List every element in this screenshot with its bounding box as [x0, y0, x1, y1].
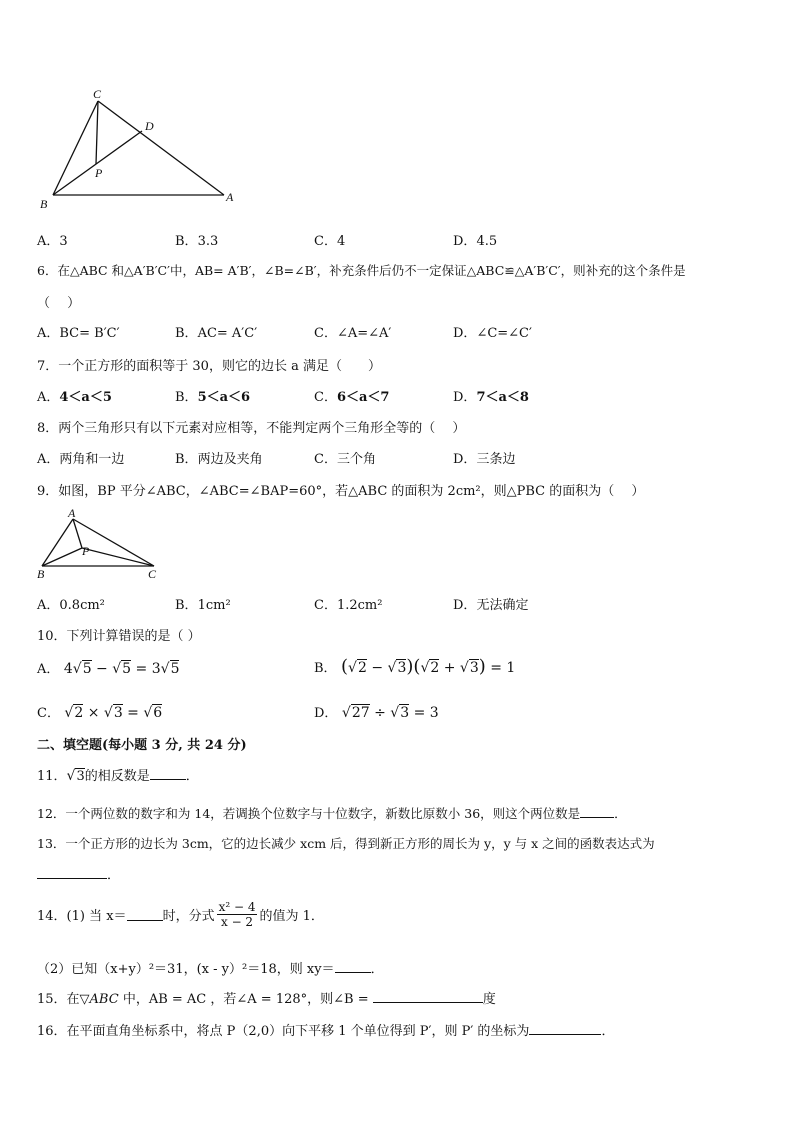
q5-option-d[interactable]: D．4.5	[453, 234, 498, 249]
q13-line2: ．	[37, 864, 120, 883]
q16-answer-blank[interactable]	[529, 1022, 601, 1035]
q15: 15．在▽ABC 中，AB = AC ，若∠A = 128°，则∠B = 度	[37, 992, 496, 1007]
section-2-title: 二、填空题(每小题 3 分, 共 24 分)	[37, 738, 247, 753]
q8-option-a[interactable]: A．两角和一边	[37, 452, 125, 467]
q14-part2-blank[interactable]	[335, 960, 371, 973]
q12: 12．一个两位数的数字和为 14，若调换个位数字与十位数字，新数比原数小 36，则这个两位数是 ．	[37, 806, 627, 821]
q5-option-c[interactable]: C．4	[314, 234, 346, 249]
q8-option-b[interactable]: B．两边及夹角	[175, 452, 263, 467]
q6-option-b[interactable]: B．AC= A′C′	[175, 326, 258, 341]
q14-fraction: $\frac{\text{x² − 4}}{x - 2}$	[218, 900, 256, 929]
q6-option-d[interactable]: D．∠C=∠C′	[453, 326, 532, 341]
q6-stem-line1: 6．在△ABC 和△A′B′C′中，AB= A′B′，∠B=∠B′，补充条件后仍不一定保证△ABC≌△A′B′C′，则补充的这个条件是	[37, 263, 686, 278]
q16: 16．在平面直角坐标系中，将点 P（2,0）向下平移 1 个单位得到 P′，则 P′ 的坐标为 ．	[37, 1024, 615, 1039]
q10-option-b[interactable]: B． (√2 − √3)(√2 + √3) = 1	[314, 656, 516, 677]
label-c: C	[93, 87, 102, 101]
q5-option-a[interactable]: A．3	[37, 234, 68, 249]
q10-option-d[interactable]: D． √27 ÷ √3 = 3	[314, 705, 439, 721]
q9-label-p: P	[82, 544, 90, 558]
q7-option-a[interactable]: A．4＜a＜5	[37, 390, 112, 405]
q9-option-b[interactable]: B．1cm²	[175, 598, 231, 613]
q14-part1: 14．(1) 当 x＝ 时，分式 $\frac{\text{x² − 4}}{x - 2}$ 的值为 1．	[37, 900, 324, 929]
q14-part1-blank[interactable]	[127, 908, 163, 921]
label-a: A	[226, 190, 234, 204]
q7-stem: 7．一个正方形的面积等于 30，则它的边长 a 满足（ ）	[37, 359, 381, 374]
q7-option-b[interactable]: B．5＜a＜6	[175, 390, 251, 405]
label-d: D	[145, 119, 154, 133]
q6-option-c[interactable]: C．∠A=∠A′	[314, 326, 392, 341]
q12-answer-blank[interactable]	[580, 805, 614, 818]
q7-option-d[interactable]: D．7＜a＜8	[453, 390, 529, 405]
q10-stem: 10．下列计算错误的是（ ）	[37, 629, 201, 644]
q5-option-b[interactable]: B．3.3	[175, 234, 219, 249]
q13-line1: 13．一个正方形的边长为 3cm，它的边长减少 xcm 后，得到新正方形的周长为 y，y 与 x 之间的函数表达式为	[37, 836, 655, 851]
q9-label-c: C	[148, 567, 157, 581]
q9-option-a[interactable]: A．0.8cm²	[37, 598, 105, 613]
q11-answer-blank[interactable]	[150, 767, 186, 780]
q6-stem-line2: （ ）	[37, 296, 81, 311]
q8-option-c[interactable]: C．三个角	[314, 452, 376, 467]
q9-option-c[interactable]: C．1.2cm²	[314, 598, 383, 613]
q9-option-d[interactable]: D．无法确定	[453, 598, 529, 613]
q9-stem: 9．如图，BP 平分∠ABC，∠ABC=∠BAP=60°，若△ABC 的面积为 2cm²，则△PBC 的面积为（ ）	[37, 484, 645, 499]
q11: 11．√3的相反数是 ．	[37, 768, 199, 784]
label-p: P	[95, 166, 103, 180]
q7-option-c[interactable]: C．6＜a＜7	[314, 390, 390, 405]
q10-option-a[interactable]: A． 4√5 − √5 = 3√5	[37, 661, 180, 677]
q8-stem: 8．两个三角形只有以下元素对应相等，不能判定两个三角形全等的（ ）	[37, 421, 466, 436]
q13-answer-blank[interactable]	[37, 866, 107, 879]
q9-label-a: A	[68, 506, 76, 520]
q14-part2: （2）已知（x+y）²＝31，(x - y）²＝18，则 xy＝ ．	[37, 962, 384, 977]
label-b: B	[40, 197, 48, 211]
q15-answer-blank[interactable]	[373, 990, 483, 1003]
triangle-figure-2	[36, 510, 166, 576]
q6-option-a[interactable]: A．BC= B′C′	[37, 326, 120, 341]
q9-label-b: B	[37, 567, 45, 581]
triangle-figure-1	[36, 84, 246, 214]
q8-option-d[interactable]: D．三条边	[453, 452, 516, 467]
q10-option-c[interactable]: C． √2 × √3 = √6	[37, 705, 163, 721]
